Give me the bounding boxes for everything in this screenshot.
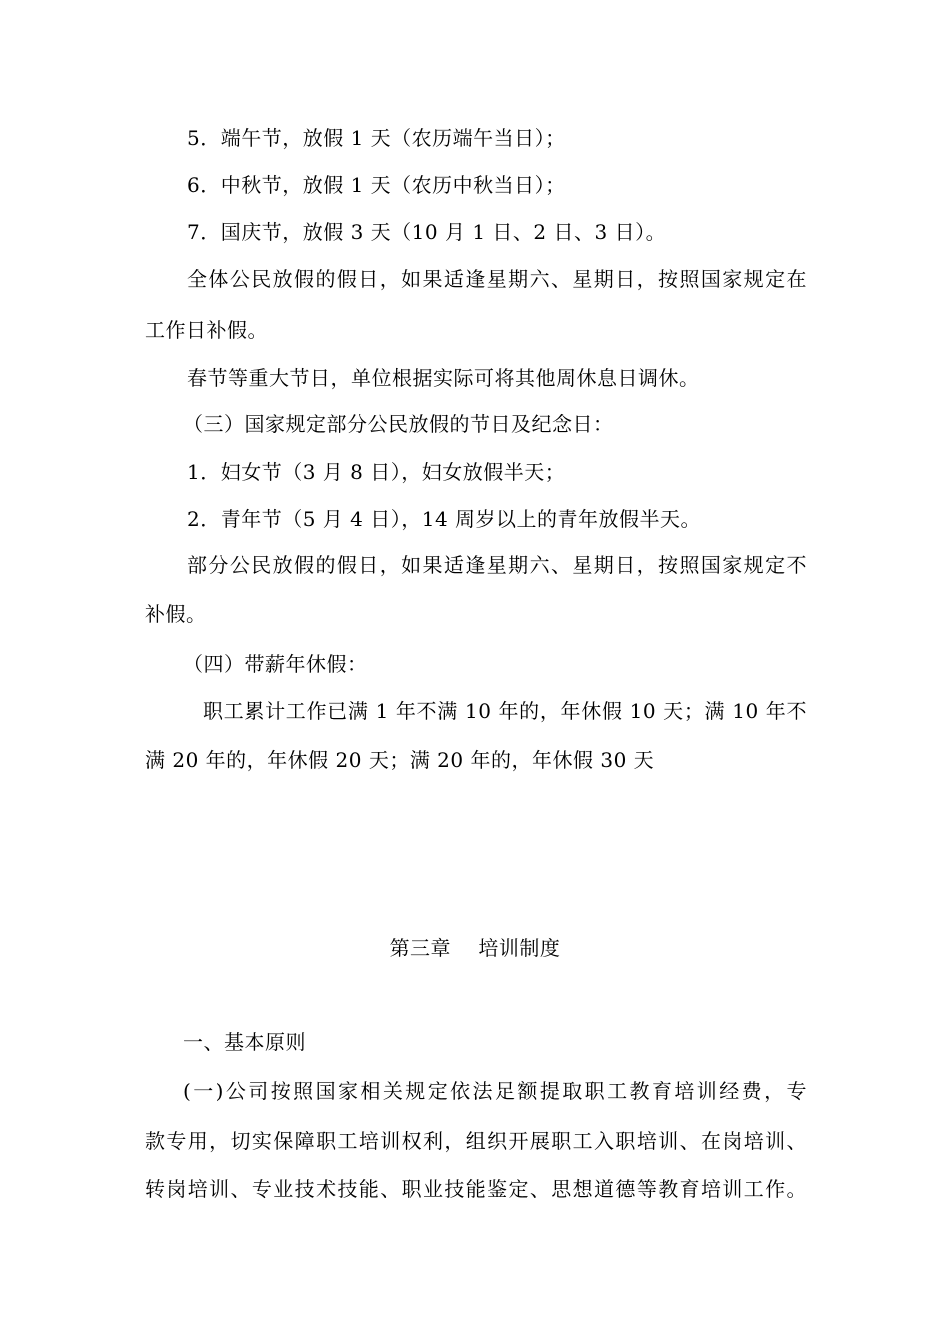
principle-line-1: (一)公司按照国家相关规定依法足额提取职工教育培训经费，专 [183,1079,807,1103]
partial-holidays-section-title: （三）国家规定部分公民放假的节日及纪念日： [183,412,614,436]
principle-line-3: 转岗培训、专业技术技能、职业技能鉴定、思想道德等教育培训工作。 [145,1177,807,1201]
paid-leave-line-1: 职工累计工作已满 1 年不满 10 年的，年休假 10 天；满 10 年不 [203,699,807,723]
basic-principles-title: 一、基本原则 [183,1030,306,1054]
partial-rule-line-2: 补假。 [145,602,207,626]
holiday-item-mid-autumn: 6．中秋节，放假 1 天（农历中秋当日）； [187,173,566,197]
holiday-item-dragon-boat: 5．端午节，放假 1 天（农历端午当日）； [187,126,566,150]
spring-festival-rule: 春节等重大节日，单位根据实际可将其他周休息日调休。 [187,366,700,390]
partial-rule-line-1: 部分公民放假的假日，如果适逢星期六、星期日，按照国家规定不 [187,553,807,577]
holiday-item-national-day: 7．国庆节，放假 3 天（10 月 1 日、2 日、3 日）。 [187,220,667,244]
paid-leave-line-2: 满 20 年的，年休假 20 天；满 20 年的，年休假 30 天 [145,748,655,772]
holiday-item-youth-day: 2．青年节（5 月 4 日），14 周岁以上的青年放假半天。 [187,507,702,531]
weekend-rule-line-2: 工作日补假。 [145,318,268,342]
paid-leave-section-title: （四）带薪年休假： [183,652,368,676]
principle-line-2: 款专用，切实保障职工培训权利，组织开展职工入职培训、在岗培训、 [145,1129,807,1153]
holiday-item-womens-day: 1．妇女节（3 月 8 日），妇女放假半天； [187,460,566,484]
weekend-rule-line-1: 全体公民放假的假日，如果适逢星期六、星期日，按照国家规定在 [187,267,807,291]
chapter-title: 第三章 培训制度 [389,936,561,960]
